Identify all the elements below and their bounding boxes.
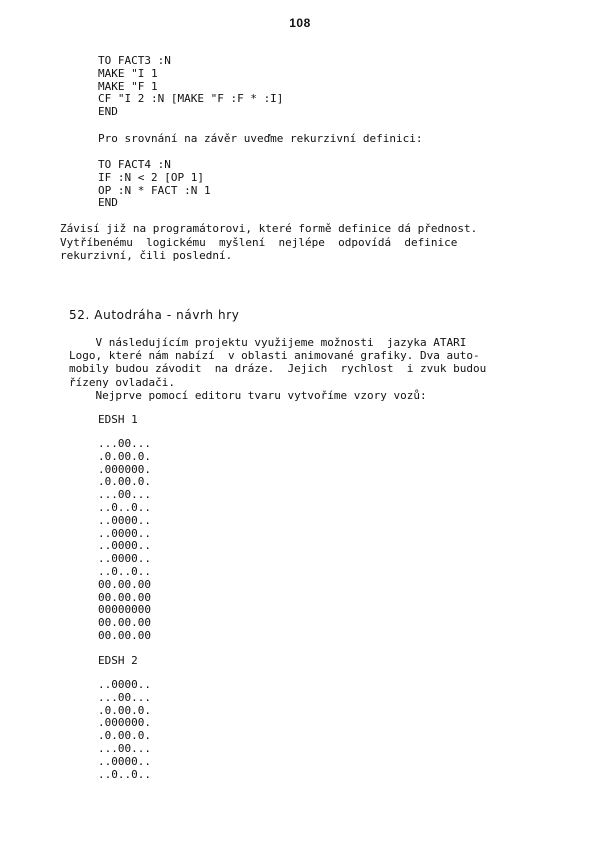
edsh2-row: .0.00.0.	[98, 729, 151, 743]
edsh1-row: ...00...	[98, 437, 151, 450]
edsh1-row: .000000.	[98, 462, 151, 476]
page-number: 108	[289, 16, 311, 30]
edsh1-row: 00.00.00	[98, 628, 151, 642]
conclusion-paragraph: Závisí již na programátorovi, které formě definice dá přednost. Vytříbenému logickému myšlení nejlépe odpovídá definice rekurzivní, čili poslední.	[60, 222, 478, 262]
edsh2-shape-grid	[98, 679, 151, 781]
edsh1-row: .0.00.0.	[98, 475, 151, 489]
edsh1-row: .0.00.0.	[98, 449, 151, 463]
edsh2-row: .0.00.0.	[98, 703, 151, 717]
edsh1-row: ...00...	[98, 488, 151, 502]
intro-paragraph: V následujícím projektu využijeme možnosti jazyka ATARI Logo, které nám nabízí v oblasti animované grafiky. Dva auto- mobily budou závodit na dráze. Jejich rychlost i zvuk budou řízeny ovladači. Nejprve pomocí editoru tvaru vytvoříme vzory vozů:	[69, 336, 487, 402]
code-fact3: TO FACT3 :N MAKE "I 1 MAKE "F 1 CF "I 2 :N [MAKE "F :F * :I] END	[98, 54, 284, 119]
edsh2-row: ..0000..	[98, 678, 151, 691]
edsh2-row: ...00...	[98, 741, 151, 755]
edsh1-row: 00.00.00	[98, 577, 151, 591]
edsh1-row: ..0..0..	[98, 500, 151, 514]
edsh2-row: .000000.	[98, 716, 151, 730]
edsh1-row: ..0000..	[98, 552, 151, 566]
edsh1-row: ..0..0..	[98, 564, 151, 578]
edsh1-shape-grid	[98, 438, 151, 643]
edsh1-row: 00000000	[98, 603, 151, 617]
edsh2-row: ..0000..	[98, 754, 151, 768]
recursive-intro-text: Pro srovnání na závěr uveďme rekurzivní definici:	[98, 132, 423, 145]
edsh1-row: 00.00.00	[98, 616, 151, 630]
code-fact4: TO FACT4 :N IF :N < 2 [OP 1] OP :N * FACT :N 1 END	[98, 158, 211, 210]
edsh1-row: 00.00.00	[98, 590, 151, 604]
edsh1-row: ..0000..	[98, 539, 151, 553]
edsh1-label: EDSH 1	[98, 413, 138, 426]
edsh2-row: ..0..0..	[98, 767, 151, 781]
edsh2-row: ...00...	[98, 690, 151, 704]
edsh1-row: ..0000..	[98, 513, 151, 527]
edsh1-row: ..0000..	[98, 526, 151, 540]
edsh2-label: EDSH 2	[98, 654, 138, 667]
section-heading: 52. Autodráha - návrh hry	[69, 308, 240, 322]
